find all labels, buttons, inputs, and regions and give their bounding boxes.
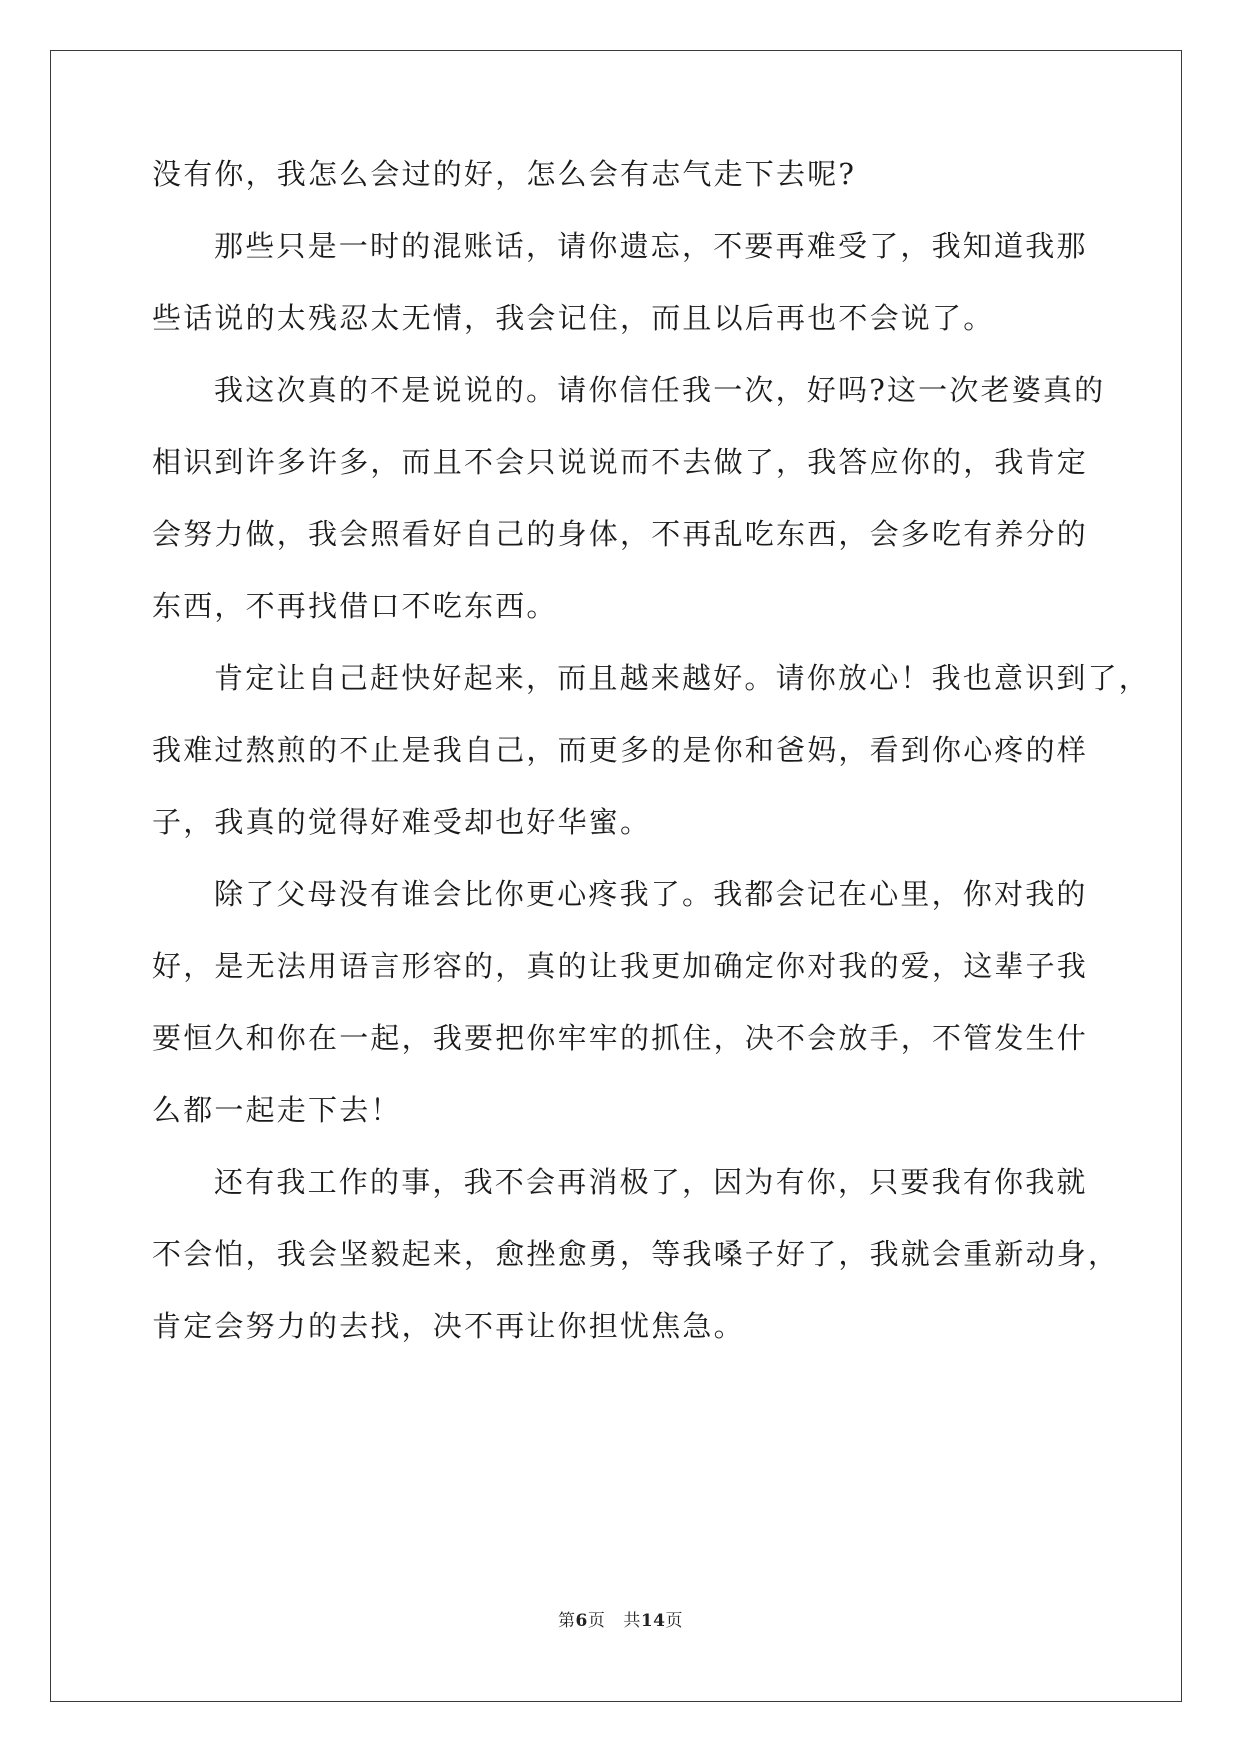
- text-line: 肯定会努力的去找，决不再让你担忧焦急。: [152, 1309, 745, 1343]
- text-line: 要恒久和你在一起，我要把你牢牢的抓住，决不会放手，不管发生什: [152, 1021, 1089, 1055]
- total-unit: 页: [665, 1611, 683, 1631]
- text-line: 不会怕，我会坚毅起来，愈挫愈勇，等我嗓子好了，我就会重新动身，: [152, 1237, 1120, 1271]
- paragraph-first-line: 还有我工作的事，我不会再消极了，因为有你，只要我有你我就: [214, 1165, 1088, 1199]
- current-page-number: 6: [575, 1611, 588, 1631]
- paragraph-first-line: 我这次真的不是说说的。请你信任我一次，好吗?这一次老婆真的: [214, 373, 1106, 407]
- text-line: 么都一起走下去！: [152, 1093, 402, 1127]
- text-line: 东西，不再找借口不吃东西。: [152, 589, 558, 623]
- paragraph-first-line: 那些只是一时的混账话，请你遗忘，不要再难受了，我知道我那: [214, 229, 1088, 263]
- text-line: 我难过熬煎的不止是我自己，而更多的是你和爸妈，看到你心疼的样: [152, 733, 1089, 767]
- text-line: 好，是无法用语言形容的，真的让我更加确定你对我的爱，这辈子我: [152, 949, 1089, 983]
- text-line: 子，我真的觉得好难受却也好华蜜。: [152, 805, 652, 839]
- paragraph-first-line: 除了父母没有谁会比你更心疼我了。我都会记在心里，你对我的: [214, 877, 1088, 911]
- text-line: 些话说的太残忍太无情，我会记住，而且以后再也不会说了。: [152, 301, 995, 335]
- total-prefix: 共: [623, 1611, 641, 1631]
- page-unit: 页: [587, 1611, 606, 1631]
- text-line: 没有你，我怎么会过的好，怎么会有志气走下去呢?: [152, 157, 857, 191]
- text-line: 相识到许多许多，而且不会只说说而不去做了，我答应你的，我肯定: [152, 445, 1089, 479]
- page-number-footer: [0, 1610, 1241, 1632]
- paragraph-first-line: 肯定让自己赶快好起来，而且越来越好。请你放心！我也意识到了，: [214, 661, 1151, 695]
- total-page-count: 14: [640, 1611, 666, 1631]
- text-line: 会努力做，我会照看好自己的身体，不再乱吃东西，会多吃有养分的: [152, 517, 1089, 551]
- page-prefix: 第: [557, 1611, 576, 1631]
